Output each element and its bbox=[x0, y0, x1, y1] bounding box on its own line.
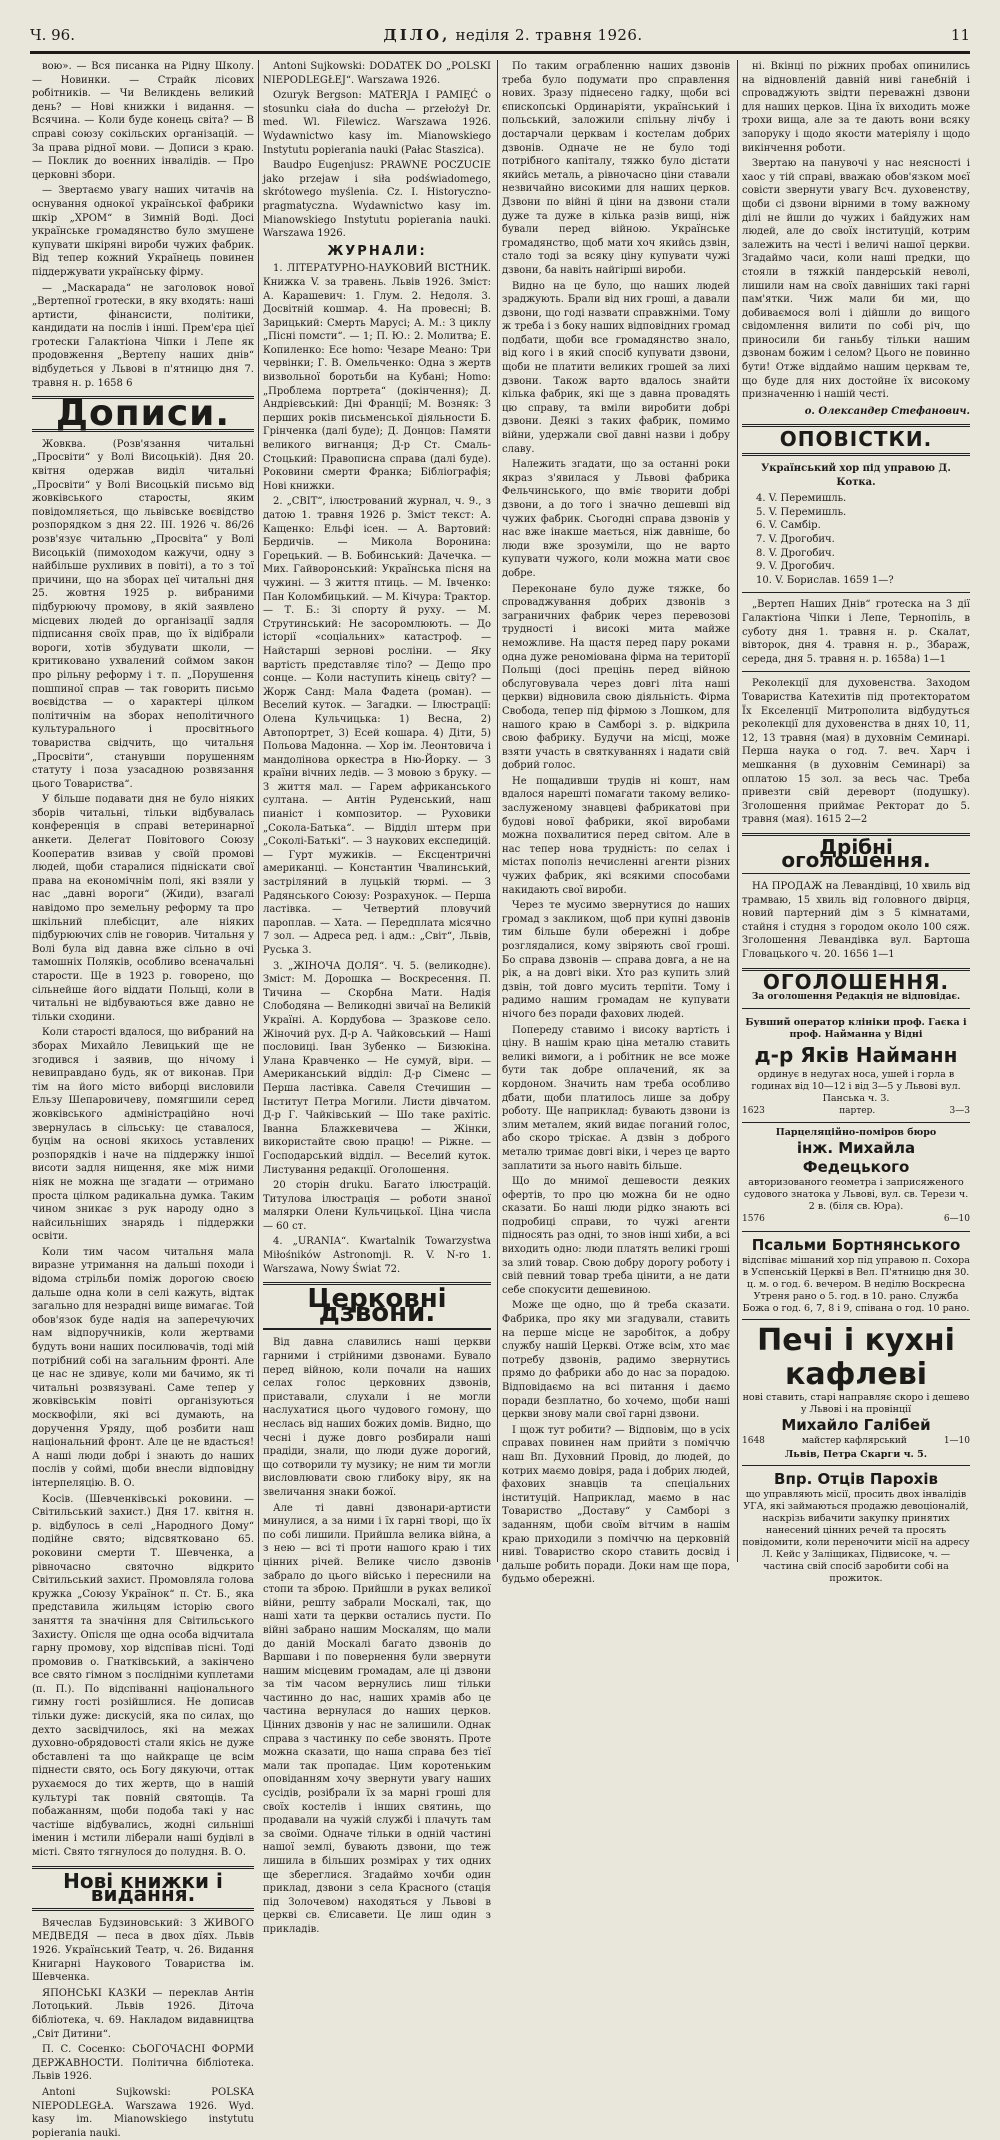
page-label: Ч. 96. bbox=[30, 26, 75, 44]
ad-number: 1648 bbox=[742, 1436, 765, 1446]
ad-surveyor-name: інж. Михайла Федецького bbox=[796, 1139, 916, 1177]
ad-parish bbox=[742, 1466, 970, 1589]
ad-doctor-top: Бувший оператор клініки проф. Гаєка і проф. Найманна у Відні bbox=[745, 1016, 967, 1040]
ad-psalms-name: Псальми Бортнянського bbox=[751, 1236, 961, 1254]
journal-entry: 20 сторін druku. Багато ілюстрацій. Титулова ілюстрація — роботи знаної малярки Олени Кульчицької. Ціна числа — 60 ст. bbox=[263, 1180, 491, 1232]
divider bbox=[742, 592, 970, 593]
tour-date: 10. V. Борислав. 1659 1—? bbox=[756, 574, 894, 586]
ad-stoves-name: Печі і кухні кафлеві bbox=[757, 1323, 955, 1392]
notice-paragraph: „Вертеп Наших Днів“ гротеска на 3 дії Галактіона Чіпки і Лепе, Тернопіль, в суботу дня 1. травня н. р. Скалат, вівторок, дня 4. травня н. р., Збараж, середа, дня 5. травня н. р. 1658а) 1—1 bbox=[742, 599, 970, 665]
ad-stoves-footer bbox=[742, 1435, 970, 1449]
section-title-dopysy: Дописи. bbox=[32, 396, 254, 432]
article-paragraph: Але ті давні дзвонари-артисти минулися, а за ними і їх гарні творі, що їх по собі лишили. Прийшла велика війна, а з нею — всі ті проти нашого краю і тих цінних річей. Велике число дзвонів забрало до цього військо і переснили на стопи та зброю. Прийшли в руках великої війни, решту забрали Москалі, так, що наші хати та церкви остались пусти. По війні забрано нашим Москалям, що мали до даній Москалі багато дзвонів до Варшави і по повернення були звернути нашим місцевим громадам, але ці дзвони за тім часом вернулись лиш тільки частинно до нас, наших храмів або це частина вернулася до наших церков. Цінних дзвонів у нас не залишили. Однак справа з частинку по себе звонять. Проте можна сказати, що наша справа без тієї мали так пропадає. Цим коротеньким оповіданням хочу звернути увагу наших сусідів, розібрали їх за марні гроші для своїх костелів і інших святинь, що продавали на чужій службі і плачуть там за своїми. Одначе тільки в одній частині нашої землі, бувають дзвони, що теж лишила в більших розмірах у тих одних ще збереглися. Згадаймо хочби один приклад, дзвони з села Красного (стація під Золочевом) находяться у Львові в церкві св. Єлисавети. Це лиш один з прикладів. bbox=[263, 1502, 491, 1935]
page-number: 11 bbox=[950, 26, 970, 44]
column-divider bbox=[737, 60, 738, 1562]
ad-surveyor-footer bbox=[742, 1213, 970, 1227]
book-entry: Antoni Sujkowski: POLSKA NIEPODLEGŁA. Warszawa 1926. Wyd. kasy im. Mianowskiego instytutu popierania nauki. bbox=[32, 2086, 254, 2139]
section-title-church-bells: Церковні дзвони. bbox=[263, 1282, 491, 1330]
article-paragraph: Через те мусимо звернутися до наших громад з закликом, щоб при купні дзвонів тим більше були обережні і добре розглядалися, кому звіряють свої гроші. Бо справа дзвонів — справа довга, а не на рік, а на довгі віки. Хто раз купить злий дзвін, той довго мусить терпіти. Тому і радимо нашим громадам не купувати нічого без поради фахових людей. bbox=[502, 900, 730, 1020]
journal-entry: 1. ЛІТЕРАТУРНО-НАУКОВИЙ ВІСТНИК. Книжка V. за травень. Львів 1926. Зміст: А. Карашевич: 1. Глум. 2. Недоля. 3. Досвітній кошмар. 4. На провесні; В. Зарицький: Смерть Марусі; А. М.: З циклу „Пісні помсти“. — 1; П. Ю.: 2. Молитва; Е. Копиленко: Есе homo: Чезаре Меано: Три червінки; Г. В. Омельченко: Одна з жертв визвольної боротьби на Кубані; Homo: „Проблема портрета“ (докінчення); Д. Андрієвський: Дні Франції; М. Возняк: З перших років письменської діяльности Б. Грінченка (далі буде); Д. Донцов: Памяти великого вигнанця; Д-р Ст. Смаль-Стоцький: Правописна справа (далі буде). Роковини смерти Франка; Бібліографія; Нові книжки. bbox=[263, 263, 491, 492]
small-ad: НА ПРОДАЖ на Левандівці, 10 хвиль від трамваю, 15 хвиль від головного двірця, новий партерний дім з 5 кімнатами, стайня і студня з городом около 100 сяж. Зголошення Левандівка вул. Бартоша Гловацького ч. 20. 1656 1—1 bbox=[742, 881, 970, 961]
journal-entry: 3. „ЖІНОЧА ДОЛЯ“. Ч. 5. (великоднє). Зміст: М. Дорошка — Воскресення. П. Тичина — Скорбна Мати. Надія Слободяна — Великодні звичаї на Великій Україні. А. Кордубова — Зразкове село. Жіночий рух. Д-р А. Чайковський — Наші пословиці. Іван Зубенко — Бизюкіна. Улана Кравченко — Не сумуй, віри. — Американський відділ: Д-р Сіменс — Перша ластівка. Савеля Стечишин — Інститут Петра Могили. Листи дівчатом. Д-р Г. Чайківський — Шо таке рахітіс. Іванна Блажкевичева — Жінки, використайте свою працю! — Ріжне. — Господарський відділ. — Веселий куток. Листування редакції. Оголошення. bbox=[263, 960, 491, 1176]
issue-date: неділя 2. травня 1926. bbox=[455, 26, 643, 44]
column-2 bbox=[263, 60, 491, 1935]
column-divider bbox=[258, 60, 259, 1562]
article-paragraph: Звертаю на панувочі у нас неясності і хаос у тій справі, вважаю обов'язком моєї совісти звернути увагу Всч. духовенству, щоби сі дзвони вірними в тому важному ділі не йшли до чужих і байдужих нам людей, але до своїх інституцій, котрим залежить на честі і величі нашої церкви. Згадаймо часи, коли наші предки, що стояли в тяжкій пандерській неволі, лишили нам на своїх давніших такі гарні пам'ятки. Чиж мали би ми, що добиваємося волі і дійшли до вищого свідомлення вилити по собі річ, що приносили би ганьбу тільки нашим дзвонам божим і селом? Цього не повинно бути! Отже віддаймо нашим церквам те, що буде для них достойне їх високому призначенню і нашій честі. bbox=[742, 158, 970, 401]
article-paragraph: Косів. (Шевченківські роковини. — Світильський захист.) Дня 17. квітня н. р. відбулось в селі „Народного Дому“ подійне свято; відсвятковано 65. роковини смерти Т. Шевченка, а рівночасно святочно відкрито Світильський захист. Промовляла голова кружка „Союзу Українок“ п. Ст. Б., яка представила жильцям історію свого заняття та значіння для Світильського Захисту. Опісля ще одна особа відчитала гарну промову, хор відспівав пісні. Тоді промовив о. Гнатківський, а закінчено все свято гімном з послідніми куплетами (п. П.). По відспіванні національного гимну гості розійшлися. Не дописав тільки дуже: дискусій, яка по силах, що дехто засвідчилось, які на межах духовно-обрядовості стали якісь не дуже обставлені та що найкраще це всім піднести свято, ось Богу дякуючи, оттак рухаємося до тих жертв, що в нашій культурі так повній святощів. Та побажанням, щоби подоба такі у нас частіше відбувались, жодні сильніші іменин і мстили ліберали наші будівлі в місті. Свято тягнулося до полудня. В. О. bbox=[32, 1493, 254, 1858]
section-title-ads: ОГОЛОШЕННЯ. bbox=[742, 968, 970, 992]
column-4 bbox=[742, 60, 970, 1584]
ad-psalms-body: відспіває мішаний хор під управою п. Сохора в Успенській Церкві в Вел. П'ятницю дня 30. ц. м. о год. 6. вечером. В неділю Воскресна Утреня рано о 5. год. в 10. рано. Служба Божа о год. 6, 7, 8 і 9, співана о год. 10 рано. bbox=[742, 1255, 970, 1314]
page-header bbox=[30, 20, 970, 50]
ad-stoves-who: Михайло Галібей bbox=[781, 1416, 931, 1434]
ad-parish-body: що управляють місії, просить двох інвалідів УГА, які займаються продажю девоціоналій, наскрізь вибачити закупку принятих нанесений цінних речей та просять повідомити, коли переночити місії на адресу Л. Кейс у Заліщиках, Підвисоке, ч. — частина свій спосіб заробити собі на прожиток. bbox=[742, 1488, 970, 1584]
article-paragraph: Переконане було дуже тяжке, бо спроваджування добрих дзвонів з заграничних фабрик через перевозові трудності і високі мита майже неможливе. На щастя перед пару роками одна дуже реноміована фірма на території Польщі (досі прецінь перед війною обслуговувала через довгі літа наші церкви) відновила свою діяльність. Фірма Свобода, тепер під фірмою з Лошком, для нашого краю в Самборі з. р. відкрила свою фабрику. Будучи на місці, може взяти участь в святкуваннях і надати свій добрий голос. bbox=[502, 583, 730, 772]
ads-disclaimer: За оголошення Редакція не відповідає. bbox=[742, 991, 970, 1009]
article-paragraph: І щож тут робити? — Відповім, що в усіх справах повинен нам прийти з поміччю наш Вп. Духовний Провід, до людей, до котрих маємо довіря, рада і добрих людей, фахових знавців та спеціальних інституцій. Наприклад, маємо в нас Товариство „Доставу“ у Самборі з заданням, щоби своїм вітчим в нашім краю приходили з поміччю на церковній ниві. Товариство скоро ставить досвід і дальше робить поради. Доки нам ще пора, будьмо обережні. bbox=[502, 1424, 730, 1586]
section-title-small-ads: Дрібні оголошення. bbox=[742, 833, 970, 874]
news-paragraph: — Звертаємо увагу наших читачів на оснування однокої української фабрики шкір „ХРОМ“ в Зимній Воді. Досі українське громадянство було змушене купувати шкіряні вироби чужих фабрик. Від тепер кожний Українець повинен піддержувати українську фірму. bbox=[32, 185, 254, 278]
section-title-notices: ОПОВІСТКИ. bbox=[742, 424, 970, 456]
book-entry: П. С. Сосенко: СЬОГОЧАСНІ ФОРМИ ДЕРЖАВНОСТИ. Політична бібліотека. Львів 1926. bbox=[32, 2044, 254, 2083]
divider bbox=[742, 671, 970, 672]
tour-date: 8. V. Дрогобич. bbox=[756, 547, 835, 559]
ad-doctor-body: ординує в недугах носа, ушей і горла в годинах від 10—12 і від 3—5 у Львові вул. Панська ч. 3. bbox=[751, 1068, 961, 1104]
masthead bbox=[75, 26, 951, 44]
news-paragraph: вою». — Вся писанка на Рідну Школу. — Новинки. — Страйк лісових робітників. — Чи Великдень великий день? — Нові книжки і видання. — Всячина. — Коли буде конець світа? — В справі союзу сокільских організацій. — За права рідної мови. — Дописи з краю. — Поклик до воєнних інвалідів. — Про церковні збори. bbox=[32, 61, 254, 181]
article-paragraph: Належить згадати, що за останні роки якраз з'явилася у Львові фабрика Фельчинського, що вміє творити добрі дзвони, а до того і значно дешевші від чужих фабрик. Сьогодні справа дзвонів у нас вже інакше мається, ніж давніше, бо люди вже зрозуміли, що не варто купувати чужого, коли можна мати своє добре. bbox=[502, 459, 730, 579]
ad-number: 1576 bbox=[742, 1214, 765, 1225]
ad-psalms bbox=[742, 1232, 970, 1320]
article-paragraph: Видно на це було, що наших людей зраджують. Брали від них гроші, а давали дзвони, що годі назвати справжніми. Тому ж треба і з боку наших відповідних громад подбати, щоби все громадянство знало, від кого і в який спосіб купувати дзвони, щоби не платити великих грошей за лихі дзвони. Також варто вдалось знайти кілька фабрик, які ще з давна провадять цю справу, та вміли виробити добрі дзвони. Деякі з таких фабрик, помимо війни, удержали свої давні назви і добру славу. bbox=[502, 280, 730, 455]
ad-parish-name: Впр. Отців Парохів bbox=[774, 1469, 938, 1488]
column-1 bbox=[32, 60, 254, 2139]
article-paragraph: У більше подавати дня не було ніяких зборів читальні, тільки відбувалась конференція в справі ветеринарної анкети. Делегат Повітового Союзу Кооператив взивав у своїй промові людей, щоби старалися підніскати свої права на економічнім полі, які взяли у нас „давні вороги“ (Жиди), взагалі навідомо про земельну реформу та про шкільний плебісцит, але ніяких підбурюючих слів не говорив. Читальня у Волі була від давна вже сільно в очі тамошніх Поляків, особливо всеначальні старости. Ще в 1923 р. говорено, що сільнейше його віддати Польщі, коли в читальні не відбуваються вже давно не тільки сходини. bbox=[32, 794, 254, 1023]
header-rule bbox=[30, 51, 970, 54]
ad-count: 6—10 bbox=[943, 1214, 970, 1225]
tour-date: 6. V. Самбір. bbox=[756, 520, 821, 532]
ad-surveyor-top: Парцеляційно-поміров бюро bbox=[775, 1127, 937, 1139]
ad-doctor bbox=[742, 1013, 970, 1124]
article-signature: о. Олександер Стефанович. bbox=[804, 405, 970, 417]
book-entry: Baudpo Eugenjusz: PRAWNE POCZUCIE jako przejaw i siła podświadomego, skrótowego myślenia. Cz. I. Historyczno-pragmatyczna. Wydawnictwo kasy im. Mianowskiego Instytutu popierania nauki. Warszawa 1926. bbox=[263, 160, 491, 240]
notice-paragraph: Реколекції для духовенства. Заходом Товариства Катехитів під протекторатом Їх Екселенції Митрополита відбудуться реколекції для духовенства в днях 10, 11, 12, 13 травня (мая) в духовнім Семинарі. Перша наука о год. 7. веч. Харч і мешкання (в духовнім Семинарі) за оплатою 15 зол. за весь час. Треба привезти свій дереворт (подушку). Зголошення приймає Ректорат до 5. травня (мая). 1615 2—2 bbox=[742, 678, 970, 826]
news-paragraph: — „Маскарада“ не заголовок нової „Вертепної гротески, в яку входять: наші артисти, фінансисти, політики, кандидати на послів і інші. Прем'єра цієї гротески Галактіона Чіпки і Лепе як продовження „Вертепу наших днів“ відбудеться у Львові в п'ятницю дня 7. травня н. р. 1658 6 bbox=[32, 282, 254, 389]
ad-number: 1623 bbox=[742, 1105, 765, 1116]
article-paragraph: Від давна славились наші церкви гарними і стрійними дзвонами. Бувало перед війною, коли почали на наших селах голос церковних дзвонів, приставали, слухали і не могли наслухатися цього чудового гомону, що неслась від наших божих домів. Видно, що чесні і дуже довго розбирали наші прадіди, знали, що люди дуже дорогий, що сотворили ту музику; не ним ти могли висловлювати свою глибоку віру, як на звеличання знаки божої. bbox=[263, 1337, 491, 1498]
article-paragraph: Не пощадивши трудів ні кошт, нам вдалося нарешті помагати такому велико-заслуженому знавцеві фабрикатові при будові нової фабрики, якої виробами можна похвалитися перед світом. Але в нас тепер нова трудність: по селах і містах пополіз нечисленні агенти різних чужих фабрик, які всякими способами накидають свої вироби. bbox=[502, 775, 730, 896]
ad-stoves-address: Львів, Петра Скарги ч. 5. bbox=[784, 1448, 928, 1460]
article-paragraph: Жовква. (Розв'язання читальні „Просвіти“ у Волі Висоцькій). Дня 20. квітня одержав виділ читальні „Просвіти“ у Волі Висоцькій письмо від жовківського старосты, яким повідомляється, що львівське воєвідство розпорядком з дня 22. III. 1926 ч. 86/26 розв'язує читальню „Просвіта“ у Волі Висоцькій (пимоходом кажучи, одну з найбільше рухливих в повіті), а то з тої причини, що на зборах цеї читальні дня 25. жовтня 1925 р. вибраними підбурюючу промову, в якій заявлено місцевих людей до організації задля підписання своїх прав, що їх відібрали вороги, хотів збудувати школи, — критиковано ухвалений соймом закон про рільну реформу і т. п. „Порушення пошпиної справ — так говорить письмо воєвідства — о характері цілком політичнім на зборах неполітичного культурального і просвітнього товариства свідчить, що читальня „Просвіти“, станувши порушенням статуту і поза узасадною розвязання цього Товариства“. bbox=[32, 438, 254, 790]
journal-entry: 2. „СВІТ“, ілюстрований журнал, ч. 9., з датою 1. травня 1926 р. Зміст текст: А. Кащенко: Ельфі ісен. — А. Вартовий: Бердичів. — Микола Воронина: Горецький. — В. Бобинський: Дачечка. — Мих. Гайворонський: Українська пісня на чужині. — З життя птиць. — М. Івченко: Пан Коломбицький. — М. Кічура: Трактор. — Т. Б.: Зі спорту й руху. — М. Струтинський: Не засоромлюють. — До історії «соціальних» катастроф. — Найстарші зернові росліни. — Яку вартість представляє тіло? — Дещо про сонце. — Коли наступить кінець світу? — Жорж Санд: Мала Фадета (роман). — Веселий куток. — Загадки. — Ілюстрації: Олена Кульчицька: 1) Весна, 2) Автопортрет, 3) Есей кошара. 4) Діти, 5) Польова Мадонна. — Хор ім. Леонтовича і мандолінова оркестра в Ню-Йорку. — З країни вічних ледів. — З мовою з бруку. — З життя мал. — Гарем африканського султана. — Антін Руденський, наш пианіст і композитор. — Руховики „Сокола-Батька“. — Відділ штерм при „Соколі-Батькі“. — 3 наукових експедицій. — Гурт мужиків. — Ексцентричні американці. — Константин Чвалинський, застріляний в луцькій тюрмі. — З Радянського Союзу: Розрахунок. — Перша ластівка. — Четвертий пловучий пароплав. — Хата. — Передплата місячно 7 зол. — Адреса ред. і адм.: „Світ“, Львів, Руська 3. bbox=[263, 496, 491, 956]
ad-stoves bbox=[742, 1320, 970, 1466]
ad-count: 3—3 bbox=[949, 1105, 970, 1116]
article-paragraph: ні. Вкінці по ріжних пробах опинились на відновленій давній ниві ганебній і спроваджують звідти переважні дзвони для наших церков. Ціна їх виходить може трохи вища, але за те дають вони всяку запоруку і щодо якости матеріялу і щодо викінчення роботи. bbox=[742, 61, 970, 154]
article-paragraph: Коли тим часом читальня мала виразне утримання на дальші походи і відома стрільби поміж дорогою своєю дальше одна коли в селі кажуть, відтак загально для незрадні вище вимагає. Той обов'язок буде надія на заперечуючих нам відпоручників, коли жертвами будуть вони наших посилювачів, тоді мій потрібний собі на загальним фронті. Але це нас не здивує, коли ми бачимо, як ті читальні розвязувані. Саме тепер у жовківськім повіті організуються москвофіли, які всі думають, на доручення Уряду, щоб розбити наш національний фронт. Але це не вдасться! А наші люди добрі і знають до наших послів у соймі, щоби внесли відповідну інтерпеляцію. В. О. bbox=[32, 1246, 254, 1489]
article-paragraph: Може ще одно, що й треба сказати. Фабрика, про яку ми згадували, ставить на перше місце не заробіток, а добру службу нашій Церкві. Отже всім, хто має потребу дзвонів, радимо звернутись прямо до фабрики або до нас за порадою. Відповідаємо на всі питання і даємо поради безплатно, бо хочемо, щоби наші церкви знову мали свої гарні дзвони. bbox=[502, 1300, 730, 1421]
ad-surveyor bbox=[742, 1123, 970, 1232]
tour-date: 9. V. Дрогобич. bbox=[756, 561, 835, 573]
book-entry: Вячеслав Будзиновський: З ЖИВОГО МЕДВЕДЯ — песа в двох дїях. Львів 1926. Український Театр, ч. 26. Видання Книгарні Наукового Товариства ім. Шевченка. bbox=[32, 1917, 254, 1984]
ad-doctor-name: д-р Яків Найманн bbox=[754, 1042, 958, 1067]
ad-count: 1—10 bbox=[943, 1436, 970, 1446]
book-entry: ЯПОНСЬКІ КАЗКИ — переклав Антін Лотоцький. Львів 1926. Діточа бібліотека, ч. 69. Накладом видавництва „Світ Дитини“. bbox=[32, 1987, 254, 2040]
column-divider bbox=[497, 60, 498, 1562]
ad-role: майстер кафлярський bbox=[801, 1436, 907, 1446]
ad-doctor-footer bbox=[742, 1105, 970, 1119]
book-entry: Ozuryk Bergson: MATERJA I PAMIĘĆ o stosunku ciała do ducha — przełożył Dr. med. Wl. Filewicz. Warszawa 1926. Wydawnictwo kasy im. Mianowskiego Instytutu popierania nauki (Pałac Staszica). bbox=[263, 90, 491, 156]
tour-date: 5. V. Перемишль. bbox=[756, 506, 847, 518]
column-3 bbox=[502, 60, 730, 1586]
ad-floor: партер. bbox=[839, 1105, 876, 1116]
paper-name: ДІЛО, bbox=[383, 26, 451, 44]
section-title-journals: ЖУРНАЛИ: bbox=[327, 243, 427, 259]
choir-notice-title: Український хор під управою Д. Котка. bbox=[761, 463, 951, 488]
ad-stoves-body: нові ставить, старі направляє скоро і дешево у Львові і на провінції bbox=[742, 1392, 970, 1415]
book-entry: Antoni Sujkowski: DODATEK DO „POLSKI NIEPODLEGŁEJ“. Warszawa 1926. bbox=[263, 61, 491, 86]
journal-entry: 4. „URANIA“. Kwartalnik Towarzystwa Miłośników Astronomji. R. V. N-ro 1. Warszawa, Nowy Świat 72. bbox=[263, 1236, 491, 1275]
section-title-books: Нові книжки і видання. bbox=[32, 1866, 254, 1911]
article-paragraph: Що до мнимої дешевости деяких офертів, то про цю можна би не одно сказати. Бо наші люди рідко знають всі подробиці справи, то чужі агенти підносять раз одні, то знов інші хиби, а всі виходить одно: люди платять великі гроші за злий товар. Свою добру дорогу роботу і свій певний товар треба цінити, а не дати себе спокусити дешевиною. bbox=[502, 1176, 730, 1296]
article-paragraph: По таким ограбленню наших дзвонів треба було подумати про справлення нових. Зразу піднесено гадку, щоби всі єпископські Ординаріяти, український і польський, заложили спільну лічбу і достарчали церквам і костелам добрих дзвонів. Одначе не не було тоді потрібного капіталу, тяжко було дістати якийсь металь, а рівночасно ціни ставали незвичайно високими для наших церков. Дзвони по війні й ціни на дзвони стали дуже та дуже в кілька разів вищі, ніж бували перед війною. Українське громадянство, щоб мати хоч якийсь дзвін, стало тоді за всяку ціну купувати чужі дзвони, ба навіть найгірші вироби. bbox=[502, 61, 730, 276]
article-paragraph: Коли старості вдалося, що вибраний на зборах Михайло Левицький ще не згодився і заявив, що нічому і невиправдано будь, як от виконав. При тім на його місто виборці висловили Ельзу Шепаровичeву, помягшили серед жовківського адміністраційно ночі звернулась в сільську: це ставалося, буцім на основі якихось уставлених розпорядків і наче на піддержку іншої висоти задля нищення, яке між ними ніяк не можна ще згадати — отримано проста цілком радикальна думка. Таким чином зникає з рук народу одно з найсильніших знарядь і піддержки освіти. bbox=[32, 1027, 254, 1243]
tour-date: 4. V. Перемишль. bbox=[756, 493, 847, 505]
ad-surveyor-body: авторизованого геометра і заприсяженого судового знатока у Львові, вул. св. Терези ч. 2 в. (біля св. Юра). bbox=[743, 1177, 969, 1213]
article-paragraph: Попереду ставимо і високу вартість і ціну. В нашім краю ціна металю ставить великі вимоги, а і робітник не все може бути так добре оплачений, як за кордоном. Значить нам треба особливо дбати, щоби платилось лише за добру роботу. Ще наприклад: бувають дзвони із злим металем, який видає поганий голос, або скоро тріскає. А дзвін з доброго металю тримає довгі віки, і через це варто заплатити за нього навіть більше. bbox=[502, 1024, 730, 1172]
tour-date: 7. V. Дрогобич. bbox=[756, 534, 835, 545]
